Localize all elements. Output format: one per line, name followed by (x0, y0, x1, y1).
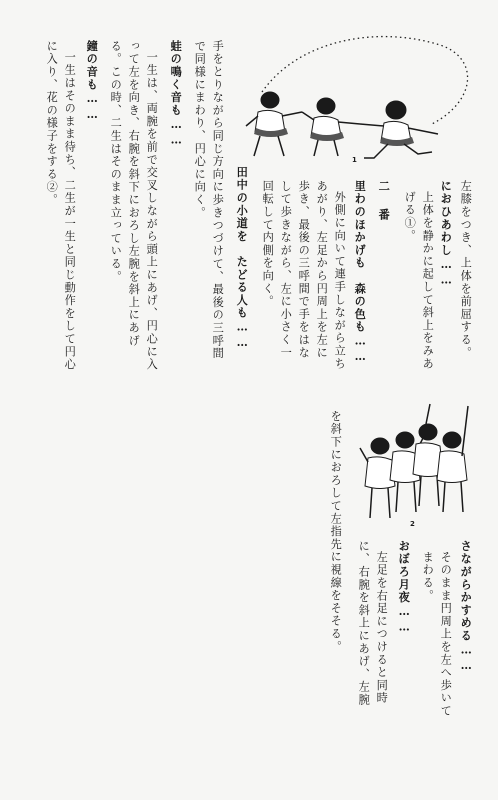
heading-tanaka: 田中の小道を たどる人も…… (235, 166, 250, 351)
heading-kawazu: 蛙の鳴く音も…… (169, 40, 184, 148)
dancer-c (413, 404, 443, 506)
right-line-8: 回転して内側を向く。 (261, 180, 275, 308)
right-line-2: 上体を静かに起して斜上をみあ (421, 191, 435, 371)
dancer-a (360, 438, 395, 518)
heading-nioi: におひあわし…… (439, 180, 454, 288)
lower-line-3: 左足を右足につけると同時 (375, 551, 389, 705)
middle-line-6: 一生はそのまま待ち、二生が一生と同じ動作をして円心 (63, 51, 77, 371)
dancer-2 (302, 98, 360, 156)
middle-line-3: 一生は、両腕を前で交叉しながら頭上にあげ、円心に入 (145, 51, 159, 371)
figure-2-number: 2 (410, 520, 415, 528)
dancer-d (437, 406, 468, 512)
heading-oboro: おぼろ月夜…… (397, 540, 412, 636)
lower-line-2: まわる。 (421, 551, 435, 603)
middle-line-2: で同様にまわり、円心に向く。 (193, 40, 207, 220)
heading-kane: 鐘の音も…… (85, 40, 100, 123)
figure-1-number: 1 (352, 156, 357, 164)
middle-line-1: 手をとりながら同じ方向に歩きつづけて、最後の三呼間 (211, 40, 225, 360)
lower-line-4: に、右腕を斜上にあげ、左腕 (357, 540, 371, 707)
dancer-3 (360, 101, 438, 158)
dotted-arc (262, 37, 468, 124)
right-line-6: 歩き、最後の三呼間で手をはな (297, 180, 311, 360)
right-line-1: 左膝をつき、上体を前屈する。 (459, 180, 473, 360)
dancer-b (390, 432, 426, 512)
middle-line-4: って左を向き、右腕を斜下におろし左腕を斜上にあげ (127, 40, 141, 348)
verse-label-2: 二 番 (377, 180, 392, 222)
heading-sanagara: さながらかすめる…… (459, 540, 474, 674)
middle-line-7: に入り、花の様子をする②。 (45, 40, 59, 207)
right-line-3: げる①。 (403, 191, 417, 243)
lower-line-1: そのまま円周上を左へ歩いて (439, 551, 453, 718)
right-line-4: 外側に向いて連手しながら立ち (333, 191, 347, 371)
dancer-1 (246, 92, 302, 156)
middle-line-5: る。この時、二生はそのまま立っている。 (109, 40, 123, 284)
right-line-5: あがり、左足から円周上を左に (315, 180, 329, 360)
lower-line-naname: を斜下におろして左指先に視線をそそる。 (329, 410, 343, 654)
heading-sato: 里わのほかげも 森の色も…… (353, 180, 368, 365)
right-line-7: して歩きながら、左に小さく一 (279, 180, 293, 360)
